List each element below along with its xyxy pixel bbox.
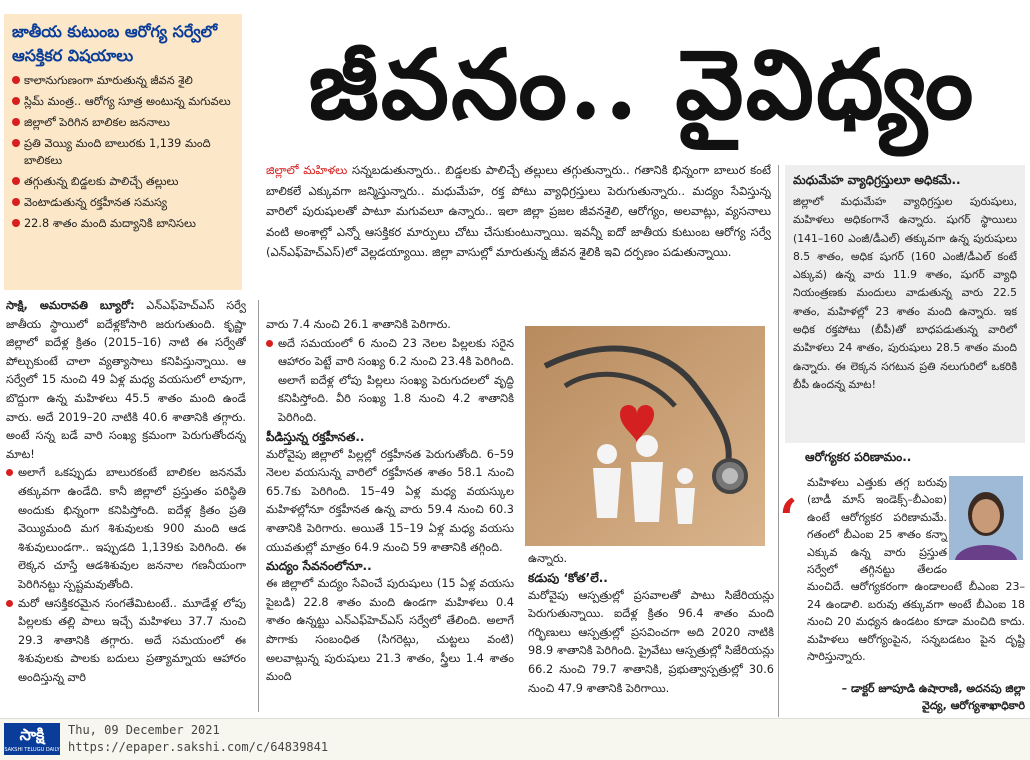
dateline: సాక్షి, అమరావతి బ్యూరో: xyxy=(6,299,135,312)
page-title: జీవనం.. వైవిధ్యం xyxy=(308,28,976,141)
paragraph: అలాగే ఒకప్పుడు బాలురకంటే బాలికల జననమే తక్కువగా ఉండేది. కానీ జిల్లాలో ప్రస్తుతం పరిస్థితి అందుకు భిన్నంగా కనిపిస్తోంది. ఐదేళ్ల క్రితం ప్రతి వెయ్యిమంది మగ శిశువులకు 900 మంది ఆడ శిశువులుండగా.. ఇప్పుడది 1,139కు పెరిగింది. ఈ లెక్కన చూస్తే ఆడశిశువుల జననాల గణనీయంగా పెరిగినట్టు స్పష్టమవుతోంది. xyxy=(18,466,246,591)
diabetes-box xyxy=(785,165,1025,443)
paragraph: మరోవైపు జిల్లాలో పిల్లల్లో రక్తహీనత పెరుగుతోంది. 6–59 నెలల వయసున్న వారిలో రక్తహీనత శాతం 58.1 నుంచి 65.7కు పెరిగింది. 15–49 ఏళ్ల మధ్య వయస్కుల మహిళల్లోనూ రక్తహీనత ఉన్న వారు 59.4 నుంచి 60.3 శాతానికి పెరిగారు. అయితే 15–19 ఏళ్ల మధ్య వయసు యువతుల్లో మాత్రం 64.9 నుంచి 59 శాతానికి తగ్గింది. xyxy=(266,447,514,554)
footer-date: Thu, 09 December 2021 xyxy=(68,723,220,737)
diabetes-title: మధుమేహ వ్యాధిగ్రస్తులూ అధికమే.. xyxy=(793,173,961,187)
intro-text: సన్నబడుతున్నారు.. బిడ్డలకు పాలిచ్చే తల్లులు తగ్గుతున్నారు.. గతానికి భిన్నంగా బాలుర కంటే బాలికలే ఎక్కువగా జన్మిస్తున్నారు.. మధుమేహ, రక్త పోటు వ్యాధిగ్రస్తులు పెరుగుతున్నారు.. మద్యం సేవిస్తున్న వారిలో పురుషులతో పాటూ మగువలూ ఉన్నారు.. ఇలా జిల్లా ప్రజల జీవనశైలి, ఆరోగ్యం, అలవాట్లు, వ్యసనాలు వంటి అంశాల్లో ఎన్నో ఆసక్తికర మార్పులు చోటు చేసుకుంటున్నాయి. ఇవన్నీ ఐదో జాతీయ కుటుంబ ఆరోగ్య సర్వే (ఎన్‌ఎఫ్‌హెచ్‌ఎస్‌)లో వెల్లడయ్యాయి. జిల్లా వాసుల్లో మారుతున్న జీవన శైలికి ఇవి దర్పణం పడుతున్నాయి. xyxy=(266,163,771,260)
subheading-cesarean: కడుపు ‘కోత’లే.. xyxy=(528,570,608,585)
bullet-icon xyxy=(6,600,13,607)
quote-section xyxy=(779,448,1025,716)
column-divider xyxy=(258,300,259,712)
bullet-icon xyxy=(12,118,20,126)
paragraph: ఉన్నారు. xyxy=(528,552,568,565)
bullet-icon xyxy=(266,340,273,347)
list-item: జిల్లాలో పెరిగిన బాలికల జననాలు xyxy=(12,114,234,131)
column-divider xyxy=(778,165,779,717)
intro-lead: జిల్లాలో మహిళలు xyxy=(266,163,348,177)
bullet-icon xyxy=(12,76,20,84)
photo-float-spacer xyxy=(947,474,1025,564)
list-item: ప్రతి వెయ్యి మంది బాలురకు 1,139 మంది బాలికలు xyxy=(12,135,234,169)
subheading-alcohol: మద్యం సేవనంలోనూ.. xyxy=(266,559,372,574)
diabetes-text: జిల్లాలో మధుమేహ వ్యాధిగ్రస్తుల పురుషులు, మహిళలు అధికంగానే ఉన్నారు. షుగర్‌ స్థాయిలు (141–160 ఎంజీ/డీఎల్‌) తక్కువగా ఉన్న పురుషులు 8.5 శాతం, అధిక షుగర్‌ (160 ఎంజీ/డీఎల్‌ కంటే ఎక్కువ) ఉన్న వారు 11.9 శాతం, షుగర్‌ వ్యాధి నియంత్రణకు మందులు వాడుతున్న వారు 22.5 శాతం, మహిళల్లో 23 శాతం మంది ఉన్నారు. ఇక అధిక రక్తపోటు (బీపీ)తో బాధపడుతున్న వారిలో మహిళలు 24 శాతం, పురుషులు 28.5 శాతం మంది ఉన్నారు. ఈ లెక్కన సగటున ప్రతి నలుగురిలో ఒకరికి బీపీ ఉందన్న మాట! xyxy=(793,195,1017,391)
article-column-1 xyxy=(6,297,246,717)
list-item: స్లిమ్‌ మంత్ర.. ఆరోగ్య సూత్ర అంటున్న మగువలు xyxy=(12,93,234,110)
list-item: వెంటాడుతున్న రక్తహీనత సమస్య xyxy=(12,194,234,211)
paragraph: మరోవైపు ఆస్పత్రుల్లో ప్రసవాలతో పాటు సిజేరియన్లు పెరుగుతున్నాయి. ఐదేళ్ల క్రితం 96.4 శాతం మంది గర్భిణులు ఆస్పత్రుల్లో ప్రసవించగా అది 2020 నాటికి 98.9 శాతానికి పెరిగింది. ప్రైవేటు ఆస్పత్రుల్లో సిజేరియన్లు 66.2 నుంచి 79.7 శాతానికి, ప్రభుత్వాస్పత్రుల్లో 30.6 నుంచి 47.9 శాతానికి పెరిగాయి. xyxy=(528,588,774,695)
highlights-list xyxy=(12,72,234,232)
footer-url[interactable]: https://epaper.sakshi.com/c/64839841 xyxy=(68,740,329,754)
quote-title: ఆరోగ్యకర పరిణామం.. xyxy=(805,450,912,464)
quote-mark-icon: ‘ xyxy=(779,487,798,551)
paragraph: ఎన్‌ఎఫ్‌హెచ్‌ఎస్‌ సర్వే జాతీయ స్థాయిలో ఐదేళ్లకోసారి జరుగుతుంది. కృష్ణా జిల్లాలో ఐదేళ్ల క్రితం (2015–16) నాటి ఈ సర్వేతో పోల్చుకుంటే చాలా వ్యత్యాసాలు కనిపిస్తున్నాయి. ఆ సర్వేలో 15 నుంచి 49 ఏళ్ల మధ్య వయసులో లావుగా, బొద్దుగా ఉన్న మహిళలు 45.5 శాతం మంది ఉండే వారు. అదే 2019–20 నాటికి 40.6 శాతానికి తగ్గారు. అంటే సన్న బడే వారి సంఖ్య క్రమంగా పెరుగుతోందన్న మాట! xyxy=(6,299,246,461)
stethoscope-family-image xyxy=(525,326,765,546)
list-item: 22.8 శాతం మంది మద్యానికి బానిసలు xyxy=(12,215,234,232)
subheading-anemia: పీడిస్తున్న రక్తహీనత.. xyxy=(266,429,365,444)
article-column-2 xyxy=(266,316,514,716)
bullet-icon xyxy=(12,97,20,105)
paragraph: వారు 7.4 నుంచి 26.1 శాతానికి పెరిగారు. xyxy=(266,318,451,331)
highlights-title: జాతీయ కుటుంబ ఆరోగ్య సర్వేలో ఆసక్తికర విషయాలు xyxy=(12,22,218,65)
bullet-icon xyxy=(12,139,20,147)
bullet-icon xyxy=(12,219,20,227)
bullet-icon xyxy=(12,198,20,206)
article-column-3 xyxy=(528,550,774,716)
list-item: కాలానుగుణంగా మారుతున్న జీవన శైలి xyxy=(12,72,234,89)
bullet-icon xyxy=(12,177,20,185)
family-health-photo xyxy=(525,326,765,546)
quote-text-wrap xyxy=(807,474,1025,682)
intro-paragraph xyxy=(266,160,771,308)
paragraph: ఈ జిల్లాలో మద్యం సేవించే పురుషులు (15 ఏళ్ల వయసు పైబడి) 22.8 శాతం మంది ఉండగా మహిళలు 0.4 శాతం ఉన్నట్టు ఎన్‌ఎఫ్‌హెచ్‌ఎస్‌ సర్వేలో తేలింది. అలాగే పొగాకు సంబంధిత (సిగరెట్లు, చుట్టలు వంటి) అలవాట్లున్న పురుషులు 21.3 శాతం, స్త్రీలు 1.4 శాతం మంది xyxy=(266,577,514,684)
quote-author: – డాక్టర్‌ జూపూడి ఉషారాణి, అదనపు జిల్లా వైద్య, ఆరోగ్యశాఖాధికారి xyxy=(841,682,1025,712)
paragraph: అదే సమయంలో 6 నుంచి 23 నెలల పిల్లలకు సరైన ఆహారం పెట్టే వారి సంఖ్య 6.2 నుంచి 23.4కి పెరిగింది. అలాగే ఐదేళ్ల లోపు పిల్లలు సంఖ్య పెరుగుదలలో వృద్ధి కనిపిస్తోంది. వీరి సంఖ్య 1.8 నుంచి 4.2 శాతానికి పెరిగింది. xyxy=(278,336,514,424)
quote-text: మహిళలు ఎత్తుకు తగ్గ బరువు (బాడీ మాస్‌ ఇండెక్స్‌–బీఎంఐ) ఉంటే ఆరోగ్యకర పరిణామమే. గతంలో బీఎంఐ 25 శాతం కన్నా ఎక్కువ ఉన్న వారు ప్రస్తుత సర్వేలో తగ్గినట్టు తేలడం మంచిదే. ఆరోగ్యకరంగా ఉండాలంటే బీఎంఐ 23–24 ఉండాలి. బరువు తక్కువగా అంటే బీఎంఐ 18 నుంచి 20 మధ్యన ఉండటం కూడా మంచిది కాదు. మహిళలు ఆరోగ్యంపైన, సన్నబడటం పైన దృష్టి సారిస్తున్నారు. xyxy=(807,476,1025,664)
bullet-icon xyxy=(6,469,13,476)
highlights-box xyxy=(4,14,242,290)
footer-info xyxy=(68,722,328,756)
sakshi-logo: సాక్షి SAKSHI TELUGU DAILY xyxy=(4,725,60,753)
footer xyxy=(0,718,1030,760)
paragraph: మరో ఆసక్తికరమైన సంగతేమిటంటే.. మూడేళ్ల లోపు పిల్లలకు తల్లి పాలు ఇచ్చే మహిళలు 37.7 నుంచి 29.3 శాతానికి తగ్గారు. అదే సమయంలో ఈ శిశువులకు పాలకు బదులు ప్రత్యామ్నాయ ఆహారం అందిస్తున్న వారి xyxy=(18,596,246,684)
list-item: తగ్గుతున్న బిడ్డలకు పాలిచ్చే తల్లులు xyxy=(12,173,234,190)
